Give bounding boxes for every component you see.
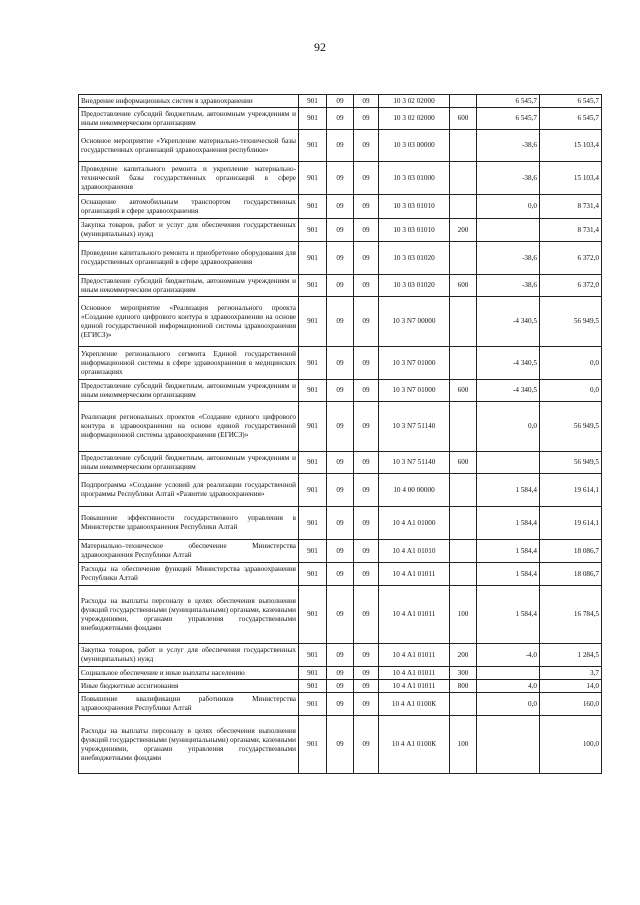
ministry-code: 901 — [299, 275, 327, 297]
section-code: 09 — [327, 275, 354, 297]
table-row — [79, 474, 602, 507]
ministry-code: 901 — [299, 716, 327, 774]
total-amount: 19 614,1 — [540, 474, 602, 507]
row-name: Реализация региональных проектов «Создание единого цифрового контура в здравоохранении на основе единой государственной информационной системы здравоохранения (ЕГИСЗ)» — [79, 402, 299, 452]
table-row — [79, 130, 602, 162]
ministry-code: 901 — [299, 540, 327, 563]
expense-type-code — [450, 162, 477, 195]
table-row — [79, 507, 602, 540]
change-amount: 4,0 — [477, 680, 540, 693]
subsection-code: 09 — [354, 644, 379, 667]
total-amount: 1 284,5 — [540, 644, 602, 667]
change-amount: -4 340,5 — [477, 347, 540, 380]
subsection-code: 09 — [354, 297, 379, 347]
table-row — [79, 162, 602, 195]
subsection-code: 09 — [354, 162, 379, 195]
target-article-code: 10 4 А1 01011 — [379, 667, 450, 680]
expense-type-code: 600 — [450, 275, 477, 297]
table-row — [79, 680, 602, 693]
expense-type-code — [450, 195, 477, 219]
table-row — [79, 586, 602, 644]
ministry-code: 901 — [299, 452, 327, 474]
target-article-code: 10 4 А1 01011 — [379, 644, 450, 667]
table-row — [79, 452, 602, 474]
change-amount: -38,6 — [477, 275, 540, 297]
target-article-code: 10 4 А1 01000 — [379, 507, 450, 540]
section-code: 09 — [327, 130, 354, 162]
section-code: 09 — [327, 380, 354, 402]
total-amount: 6 372,0 — [540, 275, 602, 297]
subsection-code: 09 — [354, 693, 379, 716]
change-amount: 1 584,4 — [477, 507, 540, 540]
row-name: Расходы на выплаты персоналу в целях обеспечения выполнения функций государственными (муниципальными) органами, казенными учреждениями, органами управления государственными внебюджетными фондами — [79, 716, 299, 774]
ministry-code: 901 — [299, 667, 327, 680]
change-amount: 6 545,7 — [477, 108, 540, 130]
total-amount: 56 949,5 — [540, 297, 602, 347]
section-code: 09 — [327, 667, 354, 680]
budget-table — [78, 94, 602, 774]
target-article-code: 10 3 N7 01000 — [379, 347, 450, 380]
table-row — [79, 380, 602, 402]
subsection-code: 09 — [354, 586, 379, 644]
change-amount: -4,0 — [477, 644, 540, 667]
table-row — [79, 402, 602, 452]
total-amount: 6 545,7 — [540, 108, 602, 130]
expense-type-code — [450, 563, 477, 586]
expense-type-code: 300 — [450, 667, 477, 680]
ministry-code: 901 — [299, 108, 327, 130]
section-code: 09 — [327, 195, 354, 219]
expense-type-code — [450, 402, 477, 452]
section-code: 09 — [327, 716, 354, 774]
row-name: Закупка товаров, работ и услуг для обеспечения государственных (муниципальных) нужд — [79, 219, 299, 242]
total-amount: 15 103,4 — [540, 130, 602, 162]
total-amount: 6 545,7 — [540, 95, 602, 108]
ministry-code: 901 — [299, 474, 327, 507]
change-amount: -4 340,5 — [477, 297, 540, 347]
expense-type-code — [450, 95, 477, 108]
change-amount — [477, 667, 540, 680]
target-article-code: 10 3 N7 01000 — [379, 380, 450, 402]
target-article-code: 10 3 02 02000 — [379, 95, 450, 108]
subsection-code: 09 — [354, 563, 379, 586]
row-name: Внедрение информационных систем в здравоохранении — [79, 95, 299, 108]
target-article-code: 10 4 А1 01011 — [379, 563, 450, 586]
change-amount: 1 584,4 — [477, 540, 540, 563]
section-code: 09 — [327, 162, 354, 195]
section-code: 09 — [327, 242, 354, 275]
row-name: Расходы на обеспечение функций Министерства здравоохранения Республики Алтай — [79, 563, 299, 586]
change-amount — [477, 219, 540, 242]
ministry-code: 901 — [299, 130, 327, 162]
subsection-code: 09 — [354, 108, 379, 130]
change-amount: 1 584,4 — [477, 563, 540, 586]
change-amount: 0,0 — [477, 195, 540, 219]
subsection-code: 09 — [354, 242, 379, 275]
table-row — [79, 242, 602, 275]
section-code: 09 — [327, 347, 354, 380]
table-row — [79, 275, 602, 297]
total-amount: 8 731,4 — [540, 219, 602, 242]
total-amount: 6 372,0 — [540, 242, 602, 275]
subsection-code: 09 — [354, 507, 379, 540]
subsection-code: 09 — [354, 275, 379, 297]
table-row — [79, 297, 602, 347]
expense-type-code — [450, 693, 477, 716]
ministry-code: 901 — [299, 195, 327, 219]
ministry-code: 901 — [299, 507, 327, 540]
table-row — [79, 563, 602, 586]
table-row — [79, 195, 602, 219]
change-amount: -38,6 — [477, 242, 540, 275]
ministry-code: 901 — [299, 347, 327, 380]
section-code: 09 — [327, 586, 354, 644]
table-row — [79, 95, 602, 108]
expense-type-code — [450, 130, 477, 162]
subsection-code: 09 — [354, 667, 379, 680]
subsection-code: 09 — [354, 402, 379, 452]
expense-type-code — [450, 297, 477, 347]
row-name: Укрепление регионального сегмента Единой государственной информационной системы в сфере здравоохранения в медицинских организациях — [79, 347, 299, 380]
page-number: 92 — [314, 40, 326, 54]
expense-type-code: 200 — [450, 219, 477, 242]
change-amount: 1 584,4 — [477, 474, 540, 507]
section-code: 09 — [327, 452, 354, 474]
expense-type-code: 600 — [450, 380, 477, 402]
target-article-code: 10 3 03 01020 — [379, 242, 450, 275]
row-name: Предоставление субсидий бюджетным, автономным учреждениям и иным некоммерческим организациям — [79, 275, 299, 297]
ministry-code: 901 — [299, 297, 327, 347]
total-amount: 100,0 — [540, 716, 602, 774]
subsection-code: 09 — [354, 130, 379, 162]
total-amount: 8 731,4 — [540, 195, 602, 219]
change-amount: 6 545,7 — [477, 95, 540, 108]
row-name: Предоставление субсидий бюджетным, автономным учреждениям и иным некоммерческим организациям — [79, 108, 299, 130]
target-article-code: 10 4 А1 01011 — [379, 680, 450, 693]
row-name: Проведение капитального ремонта и приобретение оборудования для государственных организаций в сфере здравоохранения — [79, 242, 299, 275]
total-amount: 0,0 — [540, 347, 602, 380]
target-article-code: 10 4 А1 0100К — [379, 716, 450, 774]
section-code: 09 — [327, 644, 354, 667]
section-code: 09 — [327, 507, 354, 540]
change-amount: -38,6 — [477, 130, 540, 162]
row-name: Предоставление субсидий бюджетным, автономным учреждениям и иным некоммерческим организациям — [79, 380, 299, 402]
subsection-code: 09 — [354, 474, 379, 507]
target-article-code: 10 3 N7 51140 — [379, 452, 450, 474]
expense-type-code — [450, 507, 477, 540]
section-code: 09 — [327, 693, 354, 716]
target-article-code: 10 3 03 00000 — [379, 130, 450, 162]
subsection-code: 09 — [354, 540, 379, 563]
ministry-code: 901 — [299, 162, 327, 195]
total-amount: 18 086,7 — [540, 540, 602, 563]
expense-type-code: 100 — [450, 716, 477, 774]
expense-type-code — [450, 242, 477, 275]
section-code: 09 — [327, 219, 354, 242]
subsection-code: 09 — [354, 219, 379, 242]
change-amount — [477, 716, 540, 774]
row-name: Подпрограмма «Создание условий для реализации государственной программы Республики Алтай «Развитие здравоохранения» — [79, 474, 299, 507]
row-name: Основное мероприятие «Реализация регионального проекта «Создание единого цифрового контура в здравоохранении на основе единой государственной информационной системы здравоохранения (ЕГИСЗ)» — [79, 297, 299, 347]
total-amount: 56 949,5 — [540, 402, 602, 452]
section-code: 09 — [327, 474, 354, 507]
subsection-code: 09 — [354, 380, 379, 402]
section-code: 09 — [327, 680, 354, 693]
total-amount: 19 614,1 — [540, 507, 602, 540]
row-name: Повышение эффективности государственного управления в Министерстве здравоохранения Республики Алтай — [79, 507, 299, 540]
total-amount: 16 784,5 — [540, 586, 602, 644]
ministry-code: 901 — [299, 219, 327, 242]
total-amount: 14,0 — [540, 680, 602, 693]
row-name: Материально–техническое обеспечение Министерства здравоохранения Республики Алтай — [79, 540, 299, 563]
row-name: Социальное обеспечение и иные выплаты населению — [79, 667, 299, 680]
ministry-code: 901 — [299, 586, 327, 644]
section-code: 09 — [327, 108, 354, 130]
table-row — [79, 540, 602, 563]
expense-type-code — [450, 474, 477, 507]
change-amount — [477, 452, 540, 474]
row-name: Расходы на выплаты персоналу в целях обеспечения выполнения функций государственными (муниципальными) органами, казенными учреждениями, органами управления государственными внебюджетными фондами — [79, 586, 299, 644]
table-row — [79, 716, 602, 774]
target-article-code: 10 4 00 00000 — [379, 474, 450, 507]
ministry-code: 901 — [299, 693, 327, 716]
row-name: Оснащение автомобильным транспортом государственных организаций в сфере здравоохранения — [79, 195, 299, 219]
target-article-code: 10 4 А1 0100К — [379, 693, 450, 716]
row-name: Проведение капитального ремонта и укрепление материально-технической базы государственных организаций в сфере здравоохранения — [79, 162, 299, 195]
change-amount: -4 340,5 — [477, 380, 540, 402]
target-article-code: 10 3 03 01020 — [379, 275, 450, 297]
row-name: Повышение квалификации работников Министерства здравоохранения Республики Алтай — [79, 693, 299, 716]
change-amount: -38,6 — [477, 162, 540, 195]
change-amount: 1 584,4 — [477, 586, 540, 644]
section-code: 09 — [327, 540, 354, 563]
section-code: 09 — [327, 297, 354, 347]
target-article-code: 10 3 03 01010 — [379, 195, 450, 219]
row-name: Закупка товаров, работ и услуг для обеспечения государственных (муниципальных) нужд — [79, 644, 299, 667]
row-name: Предоставление субсидий бюджетным, автономным учреждениям и иным некоммерческим организациям — [79, 452, 299, 474]
expense-type-code: 600 — [450, 452, 477, 474]
expense-type-code — [450, 540, 477, 563]
section-code: 09 — [327, 95, 354, 108]
target-article-code: 10 4 А1 01011 — [379, 586, 450, 644]
subsection-code: 09 — [354, 347, 379, 380]
subsection-code: 09 — [354, 95, 379, 108]
ministry-code: 901 — [299, 563, 327, 586]
ministry-code: 901 — [299, 242, 327, 275]
target-article-code: 10 3 N7 51140 — [379, 402, 450, 452]
change-amount: 0,0 — [477, 402, 540, 452]
table-row — [79, 667, 602, 680]
row-name: Основное мероприятие «Укрепление материально-технической базы государственных организаций здравоохранения республики» — [79, 130, 299, 162]
expense-type-code: 200 — [450, 644, 477, 667]
subsection-code: 09 — [354, 680, 379, 693]
subsection-code: 09 — [354, 195, 379, 219]
table-row — [79, 219, 602, 242]
expense-type-code: 800 — [450, 680, 477, 693]
section-code: 09 — [327, 402, 354, 452]
total-amount: 3,7 — [540, 667, 602, 680]
subsection-code: 09 — [354, 452, 379, 474]
total-amount: 15 103,4 — [540, 162, 602, 195]
target-article-code: 10 3 02 02000 — [379, 108, 450, 130]
ministry-code: 901 — [299, 380, 327, 402]
target-article-code: 10 3 N7 00000 — [379, 297, 450, 347]
total-amount: 56 949,5 — [540, 452, 602, 474]
target-article-code: 10 3 03 01010 — [379, 219, 450, 242]
ministry-code: 901 — [299, 680, 327, 693]
expense-type-code: 600 — [450, 108, 477, 130]
ministry-code: 901 — [299, 402, 327, 452]
change-amount: 0,0 — [477, 693, 540, 716]
table-row — [79, 693, 602, 716]
expense-type-code: 100 — [450, 586, 477, 644]
subsection-code: 09 — [354, 716, 379, 774]
total-amount: 0,0 — [540, 380, 602, 402]
total-amount: 18 086,7 — [540, 563, 602, 586]
row-name: Иные бюджетные ассигнования — [79, 680, 299, 693]
table-row — [79, 347, 602, 380]
ministry-code: 901 — [299, 95, 327, 108]
target-article-code: 10 4 А1 01010 — [379, 540, 450, 563]
total-amount: 160,0 — [540, 693, 602, 716]
expense-type-code — [450, 347, 477, 380]
section-code: 09 — [327, 563, 354, 586]
target-article-code: 10 3 03 01000 — [379, 162, 450, 195]
ministry-code: 901 — [299, 644, 327, 667]
table-row — [79, 108, 602, 130]
table-row — [79, 644, 602, 667]
